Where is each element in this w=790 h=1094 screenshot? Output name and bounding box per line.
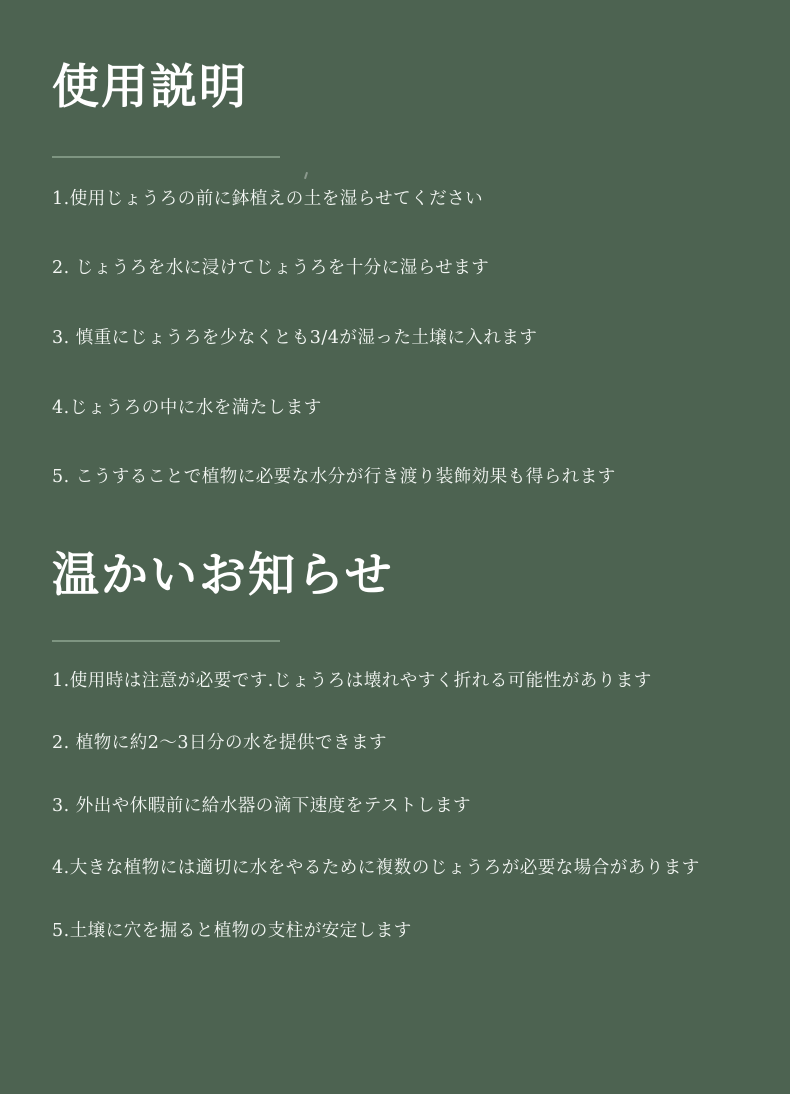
notice-list — [52, 670, 738, 944]
list-item: 1.使用時は注意が必要です.じょうろは壊れやすく折れる可能性があります — [52, 670, 652, 691]
list-item: 3. 外出や休暇前に給水器の滴下速度をテストします — [52, 795, 472, 816]
section-notice — [52, 490, 738, 944]
dust-speck-icon — [304, 172, 308, 179]
title-divider — [52, 156, 280, 158]
title-divider — [52, 640, 280, 642]
list-item: 2. 植物に約2〜3日分の水を提供できます — [52, 733, 388, 754]
list-item: 4.じょうろの中に水を満たします — [52, 397, 322, 418]
list-item: 5.土壌に穴を掘ると植物の支柱が安定します — [52, 921, 412, 941]
section-notice-title: 温かいお知らせ — [52, 547, 394, 603]
list-item: 4.大きな植物には適切に水をやるために複数のじょうろが必要な場合があります — [52, 858, 700, 879]
list-item: 2. じょうろを水に浸けてじょうろを十分に湿らせます — [52, 258, 490, 279]
list-item: 3. 慎重にじょうろを少なくとも3/4が湿った土壌に入れます — [52, 327, 538, 348]
list-item: 5. こうすることで植物に必要な水分が行き渡り装飾効果も得られます — [52, 467, 616, 488]
instructions-list — [52, 188, 738, 490]
page-title: 使用説明 — [52, 60, 248, 115]
list-item: 1.使用じょうろの前に鉢植えの土を湿らせてください — [52, 188, 484, 209]
section-instructions — [52, 0, 738, 490]
